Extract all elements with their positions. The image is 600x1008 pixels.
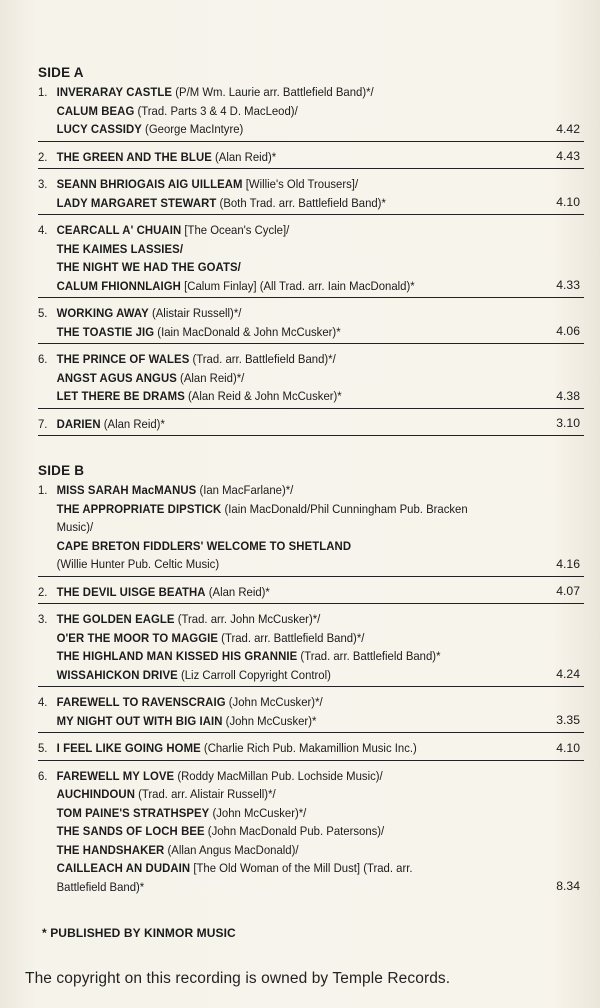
tune-title: TOM PAINE'S STRATHSPEY: [56, 805, 210, 820]
tune-title: MISS SARAH MacMANUS: [56, 483, 197, 497]
tune-credit: (Both Trad. arr. Battlefield Band)*: [216, 195, 386, 210]
track-number: [38, 859, 57, 878]
tune-title: THE HIGHLAND MAN KISSED HIS GRANNIE: [56, 649, 298, 663]
track-text: [57, 323, 584, 342]
track-line: [38, 481, 584, 500]
tune-title: THE KAIMES LASSIES/: [56, 241, 184, 256]
track-number: [38, 240, 57, 259]
track-line: [38, 859, 584, 878]
tune-title: THE APPROPRIATE DIPSTICK: [56, 501, 222, 516]
tune-title: FAREWELL MY LOVE: [56, 768, 175, 783]
track-text: [57, 221, 584, 240]
track-line: [38, 666, 584, 685]
tune-title: DARIEN: [56, 416, 101, 431]
track-number: 4.: [38, 223, 48, 237]
track-entry: [38, 175, 584, 215]
tune-credit: Battlefield Band)*: [56, 879, 145, 894]
tune-credit: (Alan Reid & John McCusker)*: [184, 389, 342, 403]
track-text: [57, 804, 584, 823]
track-entry: [38, 583, 584, 605]
track-duration: 8.34: [556, 879, 580, 893]
tune-credit: (Trad. arr. Alistair Russell)*/: [134, 787, 276, 801]
tune-title: THE GREEN AND THE BLUE: [56, 149, 212, 164]
track-number: 3.: [38, 612, 48, 626]
tune-credit: (Iain MacDonald & John McCusker)*: [154, 324, 341, 339]
track-text: [57, 767, 584, 786]
track-line: [38, 583, 584, 602]
tune-credit: (Alistair Russell)*/: [148, 306, 242, 320]
track-number: [38, 804, 57, 823]
tune-title: THE PRINCE OF WALES: [56, 352, 190, 366]
track-line: [38, 693, 584, 712]
track-number: [38, 277, 57, 296]
track-entry: [38, 350, 584, 409]
track-text: [57, 500, 584, 519]
track-line: [38, 102, 584, 121]
track-line: [38, 518, 584, 537]
track-text: [57, 712, 584, 731]
track-text: [57, 277, 584, 296]
tune-credit: (John McCusker)*/: [225, 695, 323, 709]
track-text: [57, 102, 584, 121]
track-entry: [38, 739, 584, 761]
track-number: [38, 518, 57, 537]
track-line: [38, 647, 584, 666]
track-text: [57, 785, 584, 804]
track-line: [38, 712, 584, 731]
track-number: [38, 369, 57, 388]
track-number: 5.: [38, 306, 48, 320]
track-duration: 4.24: [556, 667, 580, 681]
tune-title: THE HANDSHAKER: [56, 842, 165, 857]
track-text: [57, 83, 584, 102]
publisher-footnote: * PUBLISHED BY KINMOR MUSIC: [42, 926, 236, 940]
side-b-heading: SIDE B: [38, 463, 85, 478]
track-number: 5.: [38, 741, 48, 755]
tune-title: AUCHINDOUN: [56, 787, 135, 801]
track-line: [38, 240, 584, 259]
track-entry: [38, 693, 584, 733]
track-line: [38, 83, 584, 102]
tune-title: CALUM BEAG: [56, 103, 135, 118]
track-line: [38, 739, 584, 758]
track-number: 2.: [38, 149, 48, 164]
track-line: [38, 175, 584, 194]
track-number: [38, 323, 57, 342]
track-text: [57, 120, 584, 139]
track-duration: 4.06: [556, 324, 580, 338]
tune-title: FAREWELL TO RAVENSCRAIG: [56, 695, 226, 709]
track-text: [57, 258, 584, 277]
tune-title: LADY MARGARET STEWART: [56, 195, 217, 210]
track-duration: 4.33: [556, 278, 580, 292]
track-number: [38, 629, 57, 648]
track-text: [57, 350, 584, 369]
track-line: [38, 500, 584, 519]
tune-credit: Music)/: [56, 520, 94, 534]
tune-credit: (Ian MacFarlane)*/: [196, 483, 294, 497]
tune-credit: (Alan Reid)*: [211, 149, 277, 164]
tune-credit: (John McCusker)*/: [209, 805, 307, 820]
track-text: [57, 518, 584, 537]
track-number: [38, 666, 57, 685]
track-text: [57, 610, 584, 629]
tune-credit: (John McCusker)*: [222, 713, 317, 728]
track-number: [38, 258, 57, 277]
track-line: [38, 841, 584, 860]
track-duration: 4.10: [556, 740, 580, 755]
track-number: [38, 822, 57, 841]
side-a-tracks: [38, 83, 584, 436]
track-text: [57, 647, 584, 666]
track-text: [57, 369, 584, 388]
track-entry: [38, 221, 584, 298]
track-text: [57, 739, 584, 758]
tune-title: LUCY CASSIDY: [56, 122, 142, 136]
tune-credit: [Calum Finlay] (All Trad. arr. Iain MacDonald)*: [180, 278, 415, 293]
tune-credit: (P/M Wm. Laurie arr. Battlefield Band)*/: [172, 85, 374, 99]
tune-credit: (Roddy MacMillan Pub. Lochside Music)/: [174, 768, 383, 783]
track-text: [57, 304, 584, 323]
track-entry: [38, 148, 584, 170]
track-number: [38, 102, 57, 121]
tune-credit: (Trad. arr. Battlefield Band)*/: [218, 630, 365, 645]
track-line: [38, 537, 584, 556]
tune-title: ANGST AGUS ANGUS: [56, 370, 177, 385]
tune-title: THE DEVIL UISGE BEATHA: [56, 584, 206, 599]
tune-title: INVERARAY CASTLE: [56, 85, 173, 99]
track-duration: 4.16: [556, 556, 580, 571]
track-number: [38, 878, 57, 897]
track-number: 6.: [38, 352, 48, 366]
track-text: [57, 481, 584, 500]
side-b-tracks: [38, 481, 584, 898]
track-number: [38, 120, 57, 139]
tune-title: CEARCALL A' CHUAIN: [56, 223, 182, 237]
track-number: 7.: [38, 416, 48, 431]
track-number: [38, 785, 57, 804]
track-entry: [38, 83, 584, 142]
tune-title: O'ER THE MOOR TO MAGGIE: [56, 630, 219, 645]
track-line: [38, 822, 584, 841]
track-line: [38, 878, 584, 897]
tune-credit: (George MacIntyre): [141, 122, 244, 136]
track-number: [38, 387, 57, 406]
track-entry: [38, 481, 584, 577]
track-text: [57, 693, 584, 712]
tune-credit: [The Ocean's Cycle]/: [181, 223, 290, 237]
track-line: [38, 148, 584, 167]
track-line: [38, 350, 584, 369]
track-line: [38, 258, 584, 277]
track-text: [57, 859, 584, 878]
track-number: [38, 712, 57, 731]
tune-credit: (Alan Reid)*: [100, 416, 165, 431]
track-number: [38, 555, 57, 574]
tune-title: THE NIGHT WE HAD THE GOATS/: [56, 260, 241, 274]
track-line: [38, 610, 584, 629]
track-line: [38, 120, 584, 139]
track-text: [57, 666, 584, 685]
track-number: [38, 841, 57, 860]
copyright-notice: The copyright on this recording is owned by Temple Records.: [25, 970, 451, 987]
track-text: [57, 841, 584, 860]
tune-title: SEANN BHRIOGAIS AIG UILLEAM: [56, 177, 243, 191]
track-duration: 4.07: [556, 584, 580, 598]
tune-credit: (Trad. Parts 3 & 4 D. MacLeod)/: [134, 103, 298, 118]
tune-title: WISSAHICKON DRIVE: [56, 667, 178, 682]
track-duration: 3.35: [556, 713, 580, 727]
track-line: [38, 304, 584, 323]
tune-title: CALUM FHIONNLAIGH: [56, 278, 181, 293]
tune-credit: (Willie Hunter Pub. Celtic Music): [56, 557, 220, 571]
track-number: [38, 500, 57, 519]
tune-credit: (Charlie Rich Pub. Makamillion Music Inc.): [200, 741, 417, 755]
track-number: [38, 537, 57, 556]
track-duration: 4.38: [556, 388, 580, 403]
track-line: [38, 785, 584, 804]
tune-credit: [The Old Woman of the Mill Dust] (Trad. arr.: [190, 861, 413, 875]
tune-credit: (Alan Reid)*/: [176, 370, 245, 385]
track-line: [38, 323, 584, 342]
track-text: [57, 194, 584, 213]
track-duration: 4.43: [556, 149, 580, 163]
track-line: [38, 555, 584, 574]
track-line: [38, 221, 584, 240]
track-duration: 4.42: [556, 121, 580, 136]
tracklist: [38, 64, 584, 904]
track-line: [38, 415, 584, 434]
tune-credit: (Trad. arr. John McCusker)*/: [174, 612, 321, 626]
track-number: 1.: [38, 483, 48, 497]
track-line: [38, 277, 584, 296]
track-line: [38, 767, 584, 786]
track-text: [57, 878, 584, 897]
tune-credit: (Trad. arr. Battlefield Band)*/: [189, 352, 336, 366]
track-text: [57, 822, 584, 841]
track-duration: 3.10: [556, 416, 580, 430]
side-a-heading: SIDE A: [38, 65, 84, 80]
track-number: 4.: [38, 695, 48, 709]
tune-credit: [Willie's Old Trousers]/: [242, 177, 359, 191]
tune-title: THE TOASTIE JIG: [56, 324, 155, 339]
track-text: [57, 555, 584, 574]
track-text: [57, 387, 584, 406]
track-duration: 4.10: [556, 195, 580, 209]
tune-title: THE SANDS OF LOCH BEE: [56, 824, 205, 838]
track-text: [57, 240, 584, 259]
tune-credit: (Liz Carroll Copyright Control): [177, 667, 331, 682]
track-entry: [38, 304, 584, 344]
track-text: [57, 629, 584, 648]
track-text: [57, 175, 584, 194]
track-number: [38, 647, 57, 666]
track-text: [57, 148, 584, 167]
tune-title: I FEEL LIKE GOING HOME: [56, 741, 201, 755]
track-line: [38, 629, 584, 648]
track-number: 2.: [38, 584, 48, 599]
track-entry: [38, 610, 584, 687]
tune-title: CAPE BRETON FIDDLERS' WELCOME TO SHETLAND: [56, 538, 352, 553]
track-text: [57, 415, 584, 434]
track-number: 3.: [38, 177, 48, 191]
tune-credit: (Allan Angus MacDonald)/: [164, 842, 299, 857]
track-line: [38, 804, 584, 823]
tune-title: WORKING AWAY: [56, 306, 149, 320]
tune-title: CAILLEACH AN DUDAIN: [56, 861, 191, 875]
track-text: [57, 583, 584, 602]
tune-title: MY NIGHT OUT WITH BIG IAIN: [56, 713, 223, 728]
track-line: [38, 387, 584, 406]
track-number: 6.: [38, 768, 48, 783]
track-entry: [38, 415, 584, 437]
track-number: [38, 194, 57, 213]
track-line: [38, 194, 584, 213]
tune-credit: (Trad. arr. Battlefield Band)*: [297, 649, 441, 663]
track-entry: [38, 767, 584, 899]
tune-title: LET THERE BE DRAMS: [56, 389, 185, 403]
tune-credit: (Alan Reid)*: [205, 584, 270, 599]
tune-title: THE GOLDEN EAGLE: [56, 612, 175, 626]
tune-credit: (John MacDonald Pub. Patersons)/: [204, 824, 385, 838]
tune-credit: (Iain MacDonald/Phil Cunningham Pub. Bracken: [221, 501, 468, 516]
track-text: [57, 537, 584, 556]
track-line: [38, 369, 584, 388]
track-number: 1.: [38, 85, 48, 99]
